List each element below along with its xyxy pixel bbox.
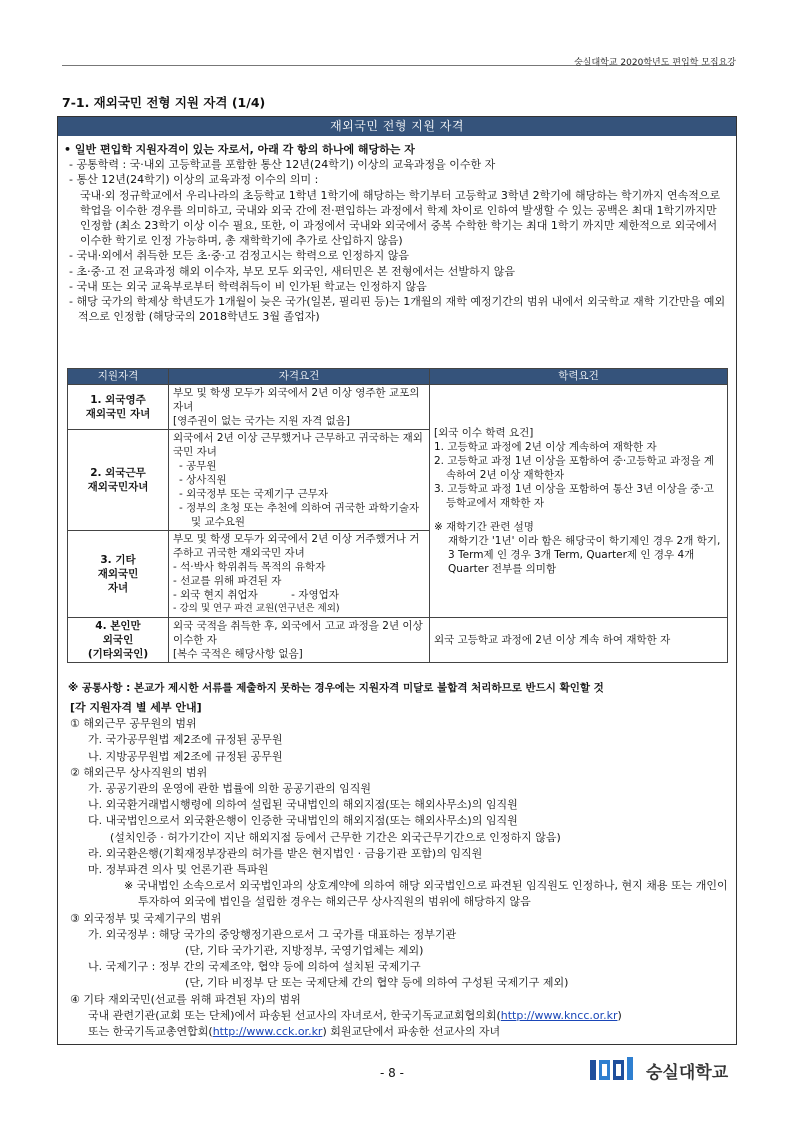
requirement-line: - 외국정부 또는 국제기구 근무자 bbox=[179, 488, 328, 500]
detail-line: 마. 정부파견 의사 및 언론기관 특파원 bbox=[88, 863, 269, 877]
detail-line: 라. 외국환은행(기획재정부장관의 허가를 받은 현지법인 · 금융기관 포함)의 임직원 bbox=[88, 846, 483, 860]
detail-line: 가. 국가공무원법 제2조에 규정된 공무원 bbox=[88, 733, 283, 747]
university-logo bbox=[590, 1056, 740, 1084]
requirement-line: 외국 국적을 취득한 후, 외국에서 고교 과정을 2년 이상 이수한 자 bbox=[173, 620, 423, 646]
intro-item: 국내·외 정규학교에서 우리나라의 초등학교 1학년 1학기에 해당하는 학기부터 고등학교 3학년 2학기에 해당하는 학기까지 연속적으로 학업을 이수한 경우를 의미하고, 국내와 외국 간에 전·편입하는 과정에서 학제 차이로 인하여 발생할 수 있는 공백은 최대 1학기까지만 인정함 (최소 23학기 이상 이수 필요, 또한, 이 과정에서 국내와 외국에서 중복 수학한 학기는 최대 1학기 까지만 제한적으로 외국에서 이수한 학기로 인정 가능하며, 총 재학학기에 추가로 산입하지 않음) bbox=[80, 188, 721, 248]
detail-line bbox=[70, 1024, 730, 1040]
cck-link[interactable]: http://www.cck.or.kr bbox=[212, 1025, 323, 1039]
detail-line: 나. 외국환거래법시행령에 의하여 설립된 국내법인의 해외지점(또는 해외사무소)의 임직원 bbox=[88, 798, 518, 812]
logo-mark-icon bbox=[590, 1057, 640, 1081]
col-header-requirement: 자격요건 bbox=[169, 369, 430, 385]
education-line: 2. 고등학교 과정 1년 이상을 포함하여 중·고등학교 과정을 계속하여 2년 이상 재학한자 bbox=[434, 455, 715, 481]
table-row bbox=[68, 618, 728, 663]
education-line: 3. 고등학교 과정 1년 이상을 포함하여 통산 3년 이상을 중·고등학교에서 재학한 자 bbox=[434, 483, 714, 509]
intro-item: - 공통학력 : 국·내외 고등학교를 포함한 통산 12년(24학기) 이상의 교육과정을 이수한 자 bbox=[69, 158, 496, 172]
requirement-line: 부모 및 학생 모두가 외국에서 2년 이상 거주했거나 거주하고 귀국한 재외국민 자녀 bbox=[173, 533, 420, 559]
running-header: 숭실대학교 2020학년도 편입학 모집요강 bbox=[574, 58, 736, 68]
requirement-cell bbox=[169, 531, 430, 618]
detail-line: ② 해외근무 상사직원의 범위 bbox=[70, 765, 208, 779]
requirement-line: [복수 국적은 해당사항 없음] bbox=[173, 648, 303, 660]
intro-item: - 해당 국가의 학제상 학년도가 1개월이 늦은 국가(일본, 필리핀 등)는 1개월의 재학 예정기간의 범위 내에서 외국학교 재학 기간만을 예외적으로 인정함 (해당국의 2018학년도 3월 졸업자) bbox=[69, 295, 726, 324]
requirement-line: - 석·박사 학위취득 목적의 유학자 bbox=[173, 561, 326, 573]
detail-text: ) bbox=[617, 1008, 622, 1022]
requirement-line: [영주권이 없는 국가는 지원 자격 없음] bbox=[173, 415, 351, 427]
education-line: [외국 이수 학력 요건] bbox=[434, 427, 534, 439]
box-title: 재외국민 전형 지원 자격 bbox=[58, 117, 736, 136]
detail-line: ① 해외근무 공무원의 범위 bbox=[70, 717, 197, 731]
intro-item: - 초·중·고 전 교육과정 해외 이수자, 부모 모두 외국인, 새터민은 본 전형에서는 선발하지 않음 bbox=[69, 264, 515, 278]
intro-item: - 국내 또는 외국 교육부로부터 학력취득이 비 인가된 학교는 인정하지 않음 bbox=[69, 279, 427, 293]
detail-line: 다. 내국법인으로서 외국환은행이 인증한 국내법인의 해외지점(또는 해외사무소)의 임직원 bbox=[88, 814, 518, 828]
common-note: ※ 공통사항 : 본교가 제시한 서류를 제출하지 못하는 경우에는 지원자격 미달로 불합격 처리하므로 반드시 확인할 것 bbox=[68, 682, 604, 694]
requirement-line: 외국에서 2년 이상 근무했거나 근무하고 귀국하는 재외국민 자녀 bbox=[173, 432, 423, 458]
requirement-line: - 정부의 초청 또는 추천에 의하여 귀국한 과학기술자 및 교수요원 bbox=[179, 502, 420, 528]
col-header-education: 학력요건 bbox=[430, 369, 728, 385]
requirement-line: - 선교를 위해 파견된 자 bbox=[173, 575, 282, 587]
education-cell bbox=[430, 385, 728, 618]
requirement-line: - 상사직원 bbox=[179, 474, 227, 486]
detail-line: ④ 기타 재외국민(선교를 위해 파견된 자)의 범위 bbox=[70, 992, 301, 1006]
requirement-line: - 외국 현지 취업자 - 자영업자 bbox=[173, 589, 339, 601]
kncc-link[interactable]: http://www.kncc.or.kr bbox=[500, 1008, 618, 1022]
education-note: 재학기간 '1년' 이라 함은 해당국이 학기제인 경우 2개 학기, 3 Term제 인 경우 3개 Term, Quarter제 인 경우 4개 Quarter 전부를 의미함 bbox=[448, 535, 721, 575]
detail-guide bbox=[70, 700, 730, 1040]
col-header-type: 지원자격 bbox=[68, 369, 169, 385]
intro-item: - 통산 12년(24학기) 이상의 교육과정 이수의 의미 : bbox=[69, 173, 319, 187]
detail-title: [각 지원자격 별 세부 안내] bbox=[70, 701, 202, 714]
detail-line: 나. 국제기구 : 정부 간의 국제조약, 협약 등에 의하여 설치된 국제기구 bbox=[88, 960, 421, 974]
requirement-line: - 강의 및 연구 파견 교원(연구년은 제외) bbox=[173, 603, 340, 614]
education-note-title: ※ 재학기간 관련 설명 bbox=[434, 521, 534, 533]
table-row bbox=[68, 385, 728, 430]
requirement-line: - 공무원 bbox=[179, 460, 217, 472]
qualification-table bbox=[67, 368, 728, 663]
requirement-line: 부모 및 학생 모두가 외국에서 2년 이상 영주한 교포의 자녀 bbox=[173, 387, 420, 413]
intro-block bbox=[64, 142, 730, 324]
education-line: 1. 고등학교 과정에 2년 이상 계속하여 재학한 자 bbox=[434, 441, 657, 453]
detail-line: (단, 기타 국가기관, 지방정부, 국영기업체는 제외) bbox=[185, 944, 424, 958]
type-cell: 2. 외국근무 재외국민자녀 bbox=[68, 430, 169, 531]
detail-line: ③ 외국정부 및 국제기구의 범위 bbox=[70, 911, 222, 925]
type-cell: 4. 본인만 외국인 (기타외국인) bbox=[68, 618, 169, 663]
type-cell: 1. 외국영주 재외국민 자녀 bbox=[68, 385, 169, 430]
requirement-cell bbox=[169, 618, 430, 663]
intro-lead: • 일반 편입학 지원자격이 있는 자로서, 아래 각 항의 하나에 해당하는 자 bbox=[64, 143, 415, 156]
detail-line bbox=[70, 1008, 730, 1024]
detail-line: ※ 국내법인 소속으로서 외국법인과의 상호계약에 의하여 해당 외국법인으로 파견된 임직원도 인정하나, 현지 채용 또는 개인이 투자하여 외국에 법인을 설립한 경우는 해외근무 상사직원의 범위에 해당하지 않음 bbox=[124, 879, 728, 909]
detail-text: 국내 관련기관(교회 또는 단체)에서 파송된 선교사의 자녀로서, 한국기독교교회협의회( bbox=[88, 1008, 501, 1022]
requirement-cell bbox=[169, 430, 430, 531]
detail-line: 가. 외국정부 : 해당 국가의 중앙행정기관으로서 그 국가를 대표하는 정부기관 bbox=[88, 927, 457, 941]
logo-text: 숭실대학교 bbox=[646, 1063, 729, 1083]
detail-line: (설치인증 · 허가기간이 지난 해외지점 등에서 근무한 기간은 외국근무기간으로 인정하지 않음) bbox=[110, 830, 561, 844]
detail-text: ) 회원교단에서 파송한 선교사의 자녀 bbox=[322, 1025, 501, 1039]
type-cell: 3. 기타 재외국민 자녀 bbox=[68, 531, 169, 618]
section-title: 7-1. 재외국민 전형 지원 자격 (1/4) bbox=[62, 95, 266, 110]
detail-line: 나. 지방공무원법 제2조에 규정된 공무원 bbox=[88, 749, 283, 763]
intro-item: - 국내·외에서 취득한 모든 초·중·고 검정고시는 학력으로 인정하지 않음 bbox=[69, 249, 409, 263]
qualification-box bbox=[57, 116, 737, 1045]
detail-text: 또는 한국기독교총연합회( bbox=[88, 1025, 213, 1039]
detail-line: (단, 기타 비정부 단 또는 국제단체 간의 협약 등에 의하여 구성된 국제기구 제외) bbox=[185, 976, 569, 990]
detail-line: 가. 공공기관의 운영에 관한 법률에 의한 공공기관의 임직원 bbox=[88, 782, 371, 796]
page-number: - 8 - bbox=[380, 1066, 404, 1080]
requirement-cell bbox=[169, 385, 430, 430]
education-cell: 외국 고등학교 과정에 2년 이상 계속 하여 재학한 자 bbox=[430, 618, 728, 663]
